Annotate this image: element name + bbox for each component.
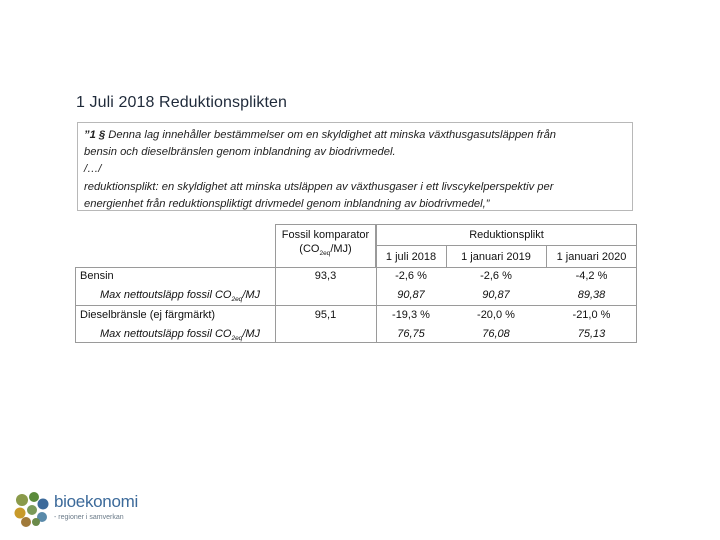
fossil-header-line2 (275, 243, 376, 257)
row-diesel-max-2018: 76,75 (397, 328, 425, 340)
col-2018: 1 juli 2018 (385, 251, 437, 263)
quote-line-4: reduktionsplikt: en skyldighet att minska utsläppen av växthusgaser i ett livscykelperspektiv per (84, 180, 554, 193)
row-bensin-max-label-unit: /MJ (242, 289, 261, 301)
row-diesel-2020: -21,0 % (572, 309, 611, 321)
row-diesel-label: Dieselbränsle (ej färgmärkt) (80, 309, 216, 321)
fossil-header-sub: 2eq (319, 250, 331, 258)
row-diesel-max-label-unit: /MJ (242, 328, 261, 340)
row-bensin-max-2018: 90,87 (397, 289, 425, 301)
row-bensin-max-2019: 90,87 (482, 289, 510, 301)
row-bensin-max-label (100, 289, 260, 303)
row-bensin-2018: -2,6 % (395, 270, 427, 282)
logo-name: bioekonomi (54, 492, 138, 511)
bioekonomi-logo (12, 490, 162, 530)
quote-line-3: /…/ (84, 163, 102, 176)
row-diesel-2019: -20,0 % (477, 309, 515, 321)
bioekonomi-logo-icon (12, 490, 52, 528)
row-diesel-max-label (100, 328, 260, 342)
quote-lead: ”1 § (84, 129, 106, 141)
reduction-header: Reduktionsplikt (469, 229, 544, 241)
fossil-header-co: (CO (299, 243, 320, 255)
row-bensin-max-label-sub: 2eq (231, 296, 243, 304)
quote-line-1-text: Denna lag innehåller bestämmelser om en skyldighet att minska växthusgasutsläppen från (105, 129, 557, 141)
fossil-header-line1: Fossil komparator (281, 229, 370, 241)
fossil-header-unit: /MJ) (330, 243, 352, 255)
col-2020: 1 januari 2020 (556, 251, 627, 263)
logo-tagline: - regioner i samverkan (54, 514, 124, 521)
row-diesel-max-2020: 75,13 (577, 328, 606, 340)
row-diesel-max-label-sub: 2eq (231, 335, 243, 343)
quote-line-5: energienhet från reduktionspliktigt drivmedel genom inblandning av biodrivmedel,” (84, 197, 490, 210)
col-2019: 1 januari 2019 (461, 251, 531, 263)
row-bensin-2019: -2,6 % (480, 270, 512, 282)
row-diesel-2018: -19,3 % (392, 309, 430, 321)
row-bensin-max-label-text: Max nettoutsläpp fossil CO (100, 289, 232, 301)
quote-line-2: bensin och dieselbränslen genom inblandning av biodrivmedel. (84, 146, 396, 159)
row-diesel-max-label-text: Max nettoutsläpp fossil CO (100, 328, 232, 340)
row-bensin-2020: -4,2 % (575, 270, 608, 282)
row-diesel-max-2019: 76,08 (482, 328, 510, 340)
slide-title: 1 Juli 2018 Reduktionsplikten (76, 94, 288, 111)
row-bensin-fossil: 93,3 (314, 270, 337, 282)
row-diesel-fossil: 95,1 (314, 309, 337, 321)
row-bensin-label: Bensin (80, 270, 114, 282)
row-bensin-max-2020: 89,38 (577, 289, 606, 301)
divider (75, 305, 637, 306)
